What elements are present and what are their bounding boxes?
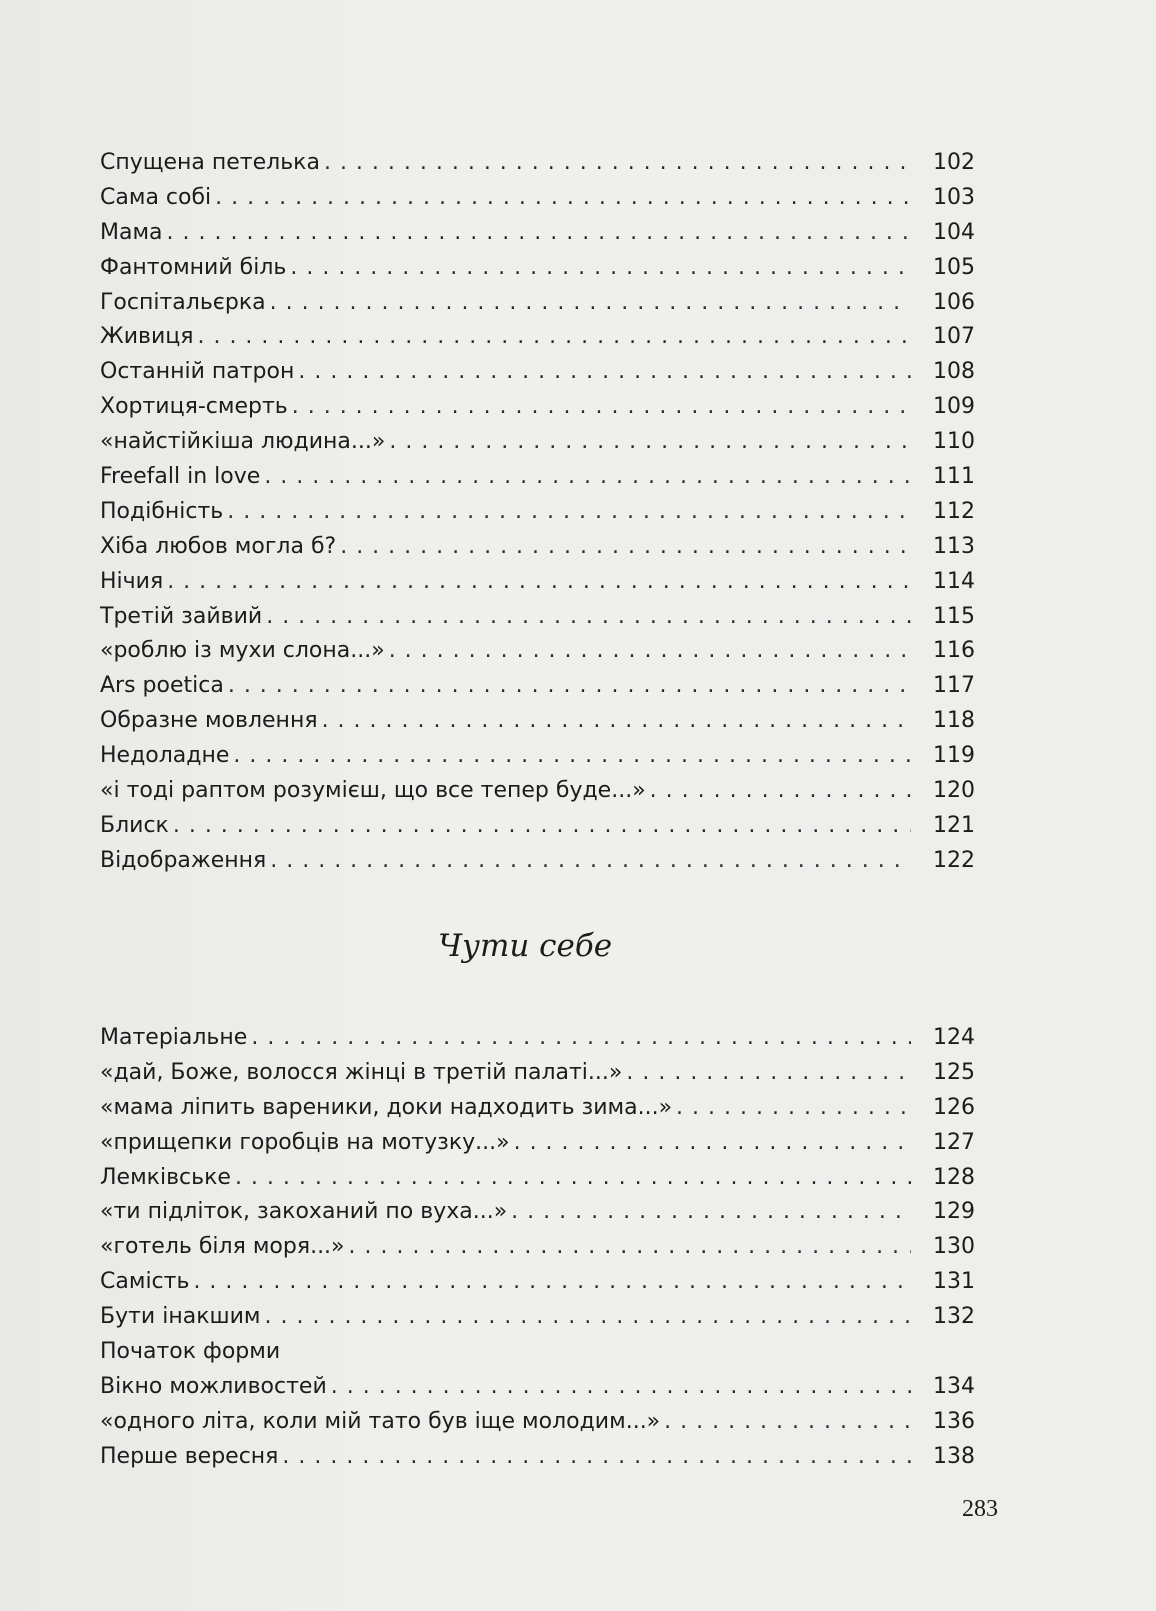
dot-leader [514, 1126, 911, 1161]
toc-entry [100, 320, 975, 355]
toc-entry-title: Відображення [100, 847, 267, 873]
dot-leader [167, 565, 911, 600]
toc-entry-title: «дай, Боже, волосся жінці в третій палаті...» [100, 1059, 623, 1085]
toc-entry-page: 111 [933, 464, 975, 490]
toc-entry [100, 1195, 975, 1230]
toc-entry [100, 809, 975, 844]
toc-entry [100, 1370, 975, 1405]
toc-entry [100, 181, 975, 216]
dot-leader [650, 774, 911, 809]
toc-entry-page: 138 [933, 1443, 975, 1469]
toc-entry-title: Матеріальне [100, 1025, 248, 1050]
toc-entry-page: 106 [933, 289, 975, 315]
dot-leader [228, 669, 911, 704]
toc-entry-page: 130 [933, 1234, 975, 1260]
toc-entry-page: 136 [933, 1408, 975, 1434]
toc-entry-title: Останній патрон [100, 359, 295, 385]
toc-entry-page: 131 [933, 1269, 975, 1295]
dot-leader [227, 495, 911, 530]
toc-entry [100, 1265, 975, 1300]
toc-entry-page: 118 [933, 708, 975, 734]
toc-entry-page: 121 [933, 812, 975, 838]
toc-entry-title: Перше вересня [100, 1443, 279, 1469]
toc-entry-title: Недоладне [100, 743, 230, 769]
toc-entry-page: 116 [933, 638, 975, 664]
toc-entry [100, 146, 975, 181]
dot-leader [235, 1161, 911, 1196]
toc-entry [100, 1021, 975, 1056]
toc-entry-title: «ти підліток, закоханий по вуха...» [100, 1199, 508, 1225]
toc-entry [100, 251, 975, 286]
toc-entry-page: 120 [933, 778, 975, 804]
toc-entry [100, 1440, 975, 1475]
toc-entry-title: Хортиця-смерть [100, 394, 288, 420]
toc-entry-title: Подібність [100, 498, 224, 524]
dot-leader [270, 844, 911, 879]
toc-entry-title: Бути інакшим [100, 1304, 261, 1330]
toc-entry-page: 134 [933, 1373, 975, 1399]
toc-entry-title: Вікно можливостей [100, 1373, 327, 1399]
dot-leader [264, 460, 911, 495]
dot-leader [331, 1370, 911, 1405]
toc-entry [100, 355, 975, 390]
toc-entry [100, 1161, 975, 1196]
toc-entry-title: Спущена петелька [100, 150, 320, 175]
section-heading: Чути себе [438, 928, 613, 964]
toc-entry-page: 102 [933, 150, 975, 175]
toc-entry-page: 126 [933, 1094, 975, 1120]
dot-leader [389, 634, 911, 669]
toc-entry-page: 129 [933, 1199, 975, 1225]
toc-entry-title: Ars poetica [100, 673, 224, 699]
dot-leader [251, 1021, 911, 1056]
toc-entry-title: «і тоді раптом розумієш, що все тепер буде...» [100, 778, 646, 804]
toc-entry [100, 1300, 975, 1335]
toc-entry-page: 105 [933, 254, 975, 280]
toc-entry [100, 216, 975, 251]
toc-entry [100, 844, 975, 879]
toc-entry [100, 390, 975, 425]
toc-entry [100, 530, 975, 565]
toc-entry-page: 110 [933, 429, 975, 455]
toc-entry [100, 634, 975, 669]
toc-entry-page: 114 [933, 568, 975, 594]
toc-entry-title: Мама [100, 219, 163, 245]
toc-entry-title: Блиск [100, 812, 169, 838]
toc-entry-page: 109 [933, 394, 975, 420]
dot-leader [233, 739, 911, 774]
toc-entry [100, 739, 975, 774]
toc-entry [100, 495, 975, 530]
dot-leader [193, 1265, 911, 1300]
dot-leader [298, 355, 911, 390]
toc-entry-page: 124 [933, 1025, 975, 1050]
toc-entry [100, 1091, 975, 1126]
toc-entry [100, 600, 975, 635]
toc-entry-title: Живиця [100, 324, 194, 350]
toc-entry [100, 774, 975, 809]
toc-entry-page: 119 [933, 743, 975, 769]
toc-entry [100, 460, 975, 495]
toc-entry-page: 132 [933, 1304, 975, 1330]
toc-entry [100, 669, 975, 704]
toc-entry [100, 704, 975, 739]
toc-entry [100, 1230, 975, 1265]
toc-entry-title: Початок форми [100, 1339, 281, 1365]
page-number: 283 [962, 1496, 998, 1522]
toc-entry-title: «прищепки горобців на мотузку...» [100, 1129, 510, 1155]
toc-entry [100, 1126, 975, 1161]
toc-entry-page: 113 [933, 533, 975, 559]
dot-leader [167, 216, 911, 251]
dot-leader [324, 146, 911, 181]
dot-leader [322, 704, 911, 739]
toc-entry [100, 286, 975, 321]
dot-leader [511, 1195, 911, 1230]
dot-leader [676, 1091, 911, 1126]
toc-entry-title: «мама ліпить вареники, доки надходить зима...» [100, 1094, 673, 1120]
toc-entry-title: Фантомний біль [100, 254, 287, 280]
toc-entry-title: Образне мовлення [100, 708, 318, 734]
dot-leader [340, 530, 911, 565]
toc-entry-title: Нічия [100, 568, 164, 594]
dot-leader [282, 1440, 911, 1475]
toc-entry-page: 108 [933, 359, 975, 385]
toc-entry-page: 122 [933, 847, 975, 873]
toc-entry-page: 117 [933, 673, 975, 699]
toc-entry-title: «найстійкіша людина...» [100, 429, 386, 455]
dot-leader [266, 600, 911, 635]
toc-section-1 [100, 146, 975, 879]
toc-entry-page: 103 [933, 184, 975, 210]
toc-entry-title: Третій зайвий [100, 603, 263, 629]
toc-entry-title: Freefall in love [100, 464, 261, 490]
toc-entry-title: Сама собі [100, 184, 212, 210]
dot-leader [270, 286, 911, 321]
toc-entry-title: Лемківське [100, 1164, 231, 1190]
dot-leader [292, 390, 911, 425]
toc-entry-page: 125 [933, 1059, 975, 1085]
toc-entry-title: «одного літа, коли мій тато був іще молодим...» [100, 1408, 661, 1434]
dot-leader [389, 425, 911, 460]
toc-entry-title: Госпітальєрка [100, 289, 266, 315]
toc-entry-page: 127 [933, 1129, 975, 1155]
toc-entry-page: 115 [933, 603, 975, 629]
dot-leader [265, 1300, 911, 1335]
toc-entry [100, 565, 975, 600]
dot-leader [173, 809, 911, 844]
dot-leader [215, 181, 911, 216]
toc-entry-title: Самість [100, 1269, 190, 1295]
toc-entry-page: 104 [933, 219, 975, 245]
toc-entry [100, 1405, 975, 1440]
toc-entry-title: Хіба любов могла б? [100, 533, 337, 559]
toc-entry-page: 107 [933, 324, 975, 350]
toc-entry [100, 1335, 975, 1370]
toc-entry [100, 1056, 975, 1091]
toc-section-2 [100, 1021, 975, 1475]
toc-entry-page: 128 [933, 1164, 975, 1190]
toc-entry-title: «готель біля моря...» [100, 1234, 345, 1260]
toc-entry [100, 425, 975, 460]
dot-leader [664, 1405, 911, 1440]
dot-leader [197, 320, 911, 355]
toc-entry-title: «роблю із мухи слона...» [100, 638, 385, 664]
dot-leader [290, 251, 911, 286]
dot-leader [626, 1056, 911, 1091]
dot-leader [349, 1230, 911, 1265]
toc-entry-page: 112 [933, 498, 975, 524]
